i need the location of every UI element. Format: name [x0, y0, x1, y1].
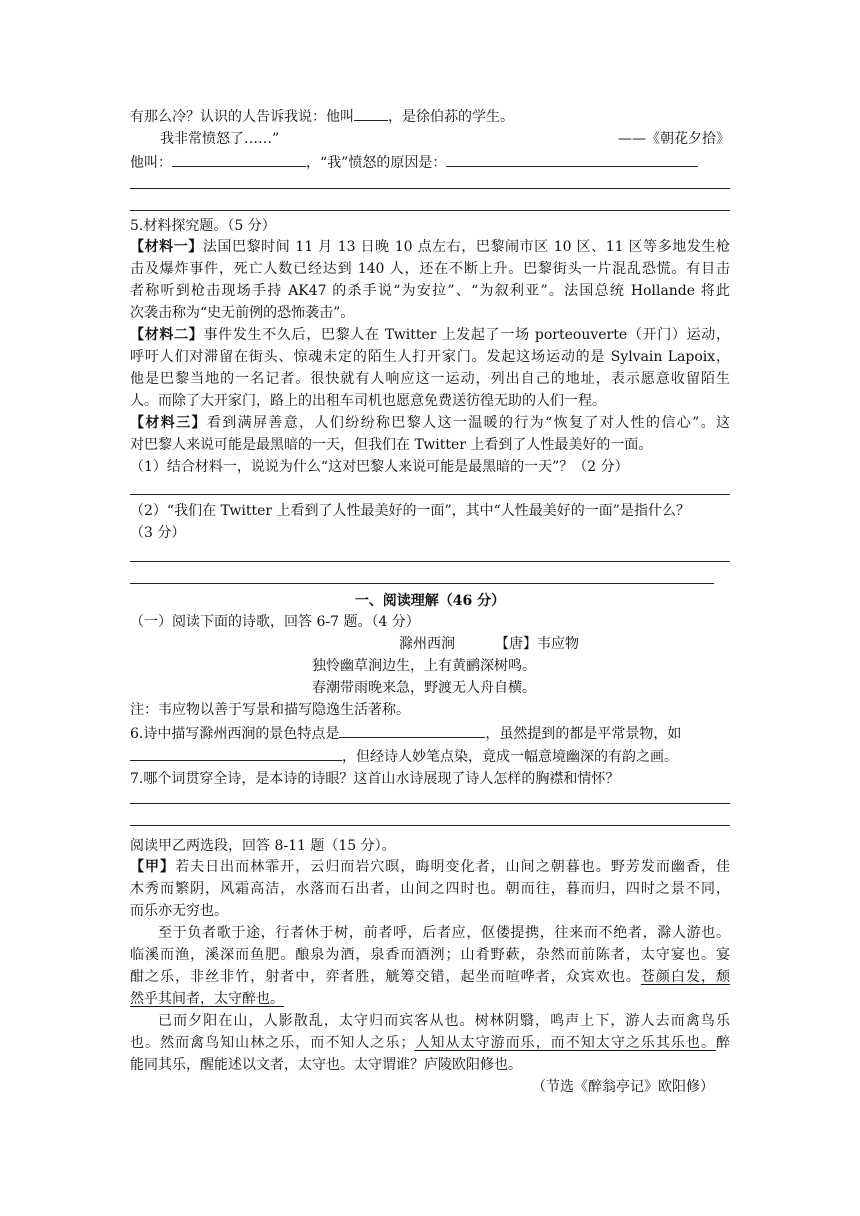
- text: 6.诗中描写滁州西涧的景色特点是: [130, 726, 340, 742]
- m2-line: [130, 325, 730, 345]
- text: 法国巴黎时间 11 月 13 日晚 10 点左右，巴黎闹市区 10 区、11 区等多地发生枪: [202, 239, 730, 255]
- q5-sub2: （2）“我们在 Twitter 上看到了人性最美好的一面”，其中“人性最美好的一面”是指什么？: [130, 503, 690, 519]
- top-line-1: [130, 106, 514, 127]
- text: 有那么冷？认识的人告诉我说：他叫: [130, 109, 354, 125]
- q6-line: [130, 746, 678, 767]
- m1-line: 次袭击称为“史无前例的恐怖袭击”。: [130, 305, 355, 321]
- q5-sub1: （1）结合材料一，说说为什么“这对巴黎人来说可能是最黑暗的一天”？（2 分）: [130, 459, 629, 475]
- answer-blank[interactable]: [172, 152, 306, 167]
- m3-tag: 【材料三】: [130, 415, 207, 431]
- top-line-2: 我非常愤怒了……”: [160, 131, 280, 147]
- q6-line: [130, 723, 681, 744]
- q5-sub2: （3 分）: [130, 525, 186, 541]
- passage-line: [130, 989, 284, 1009]
- m3-line: [130, 413, 730, 433]
- poem-line: 独怜幽草涧边生，上有黄鹂深树鸣。: [312, 658, 536, 674]
- text: 也。然而禽鸟知山林之乐，而不知人之乐；: [130, 1035, 415, 1051]
- q7-line: 7.哪个词贯穿全诗，是本诗的诗眼？这首山水诗展现了诗人怎样的胸襟和情怀？: [130, 771, 620, 787]
- answer-blank[interactable]: [354, 106, 388, 121]
- answer-blank[interactable]: [339, 723, 485, 738]
- passage-line: 已而夕阳在山，人影散乱，太守归而宾客从也。树林阴翳，鸣声上下，游人去而禽鸟乐: [158, 1013, 730, 1029]
- passage-intro: 阅读甲乙两选段，回答 8-11 题（15 分）。: [130, 838, 396, 854]
- text: 事件发生不久后，巴黎人在 Twitter 上发起了一场 porteouverte（开门）运动，: [203, 327, 730, 343]
- text: 醉: [716, 1035, 731, 1051]
- passage-line: 而乐亦无穷也。: [130, 903, 228, 919]
- m2-line: 人。而除了大开家门，路上的出租车司机也愿意免费送彷徨无助的人们一程。: [130, 393, 606, 409]
- poem-title: 滁州西涧: [399, 636, 455, 652]
- m1-line: 击及爆炸事件，死亡人数已经达到 140 人，还在不断上升。巴黎街头一片混乱恐慌。有目击: [130, 261, 730, 277]
- m3-line: 对巴黎人来说可能是最黑暗的一天，但我们在 Twitter 上看到了人性最美好的一面。: [130, 437, 653, 453]
- top-line-3: [130, 152, 698, 173]
- top-line-2-source: ——《朝花夕拾》: [618, 131, 730, 147]
- answer-line[interactable]: [130, 825, 730, 826]
- m2-tag: 【材料二】: [130, 327, 204, 343]
- answer-line[interactable]: [130, 494, 730, 495]
- answer-line[interactable]: [130, 583, 714, 584]
- text: 他叫：: [130, 155, 172, 171]
- m1-line: [130, 237, 730, 257]
- underlined-sentence: 然乎其间者，太守醉也。: [130, 991, 284, 1007]
- poem-author: 【唐】韦应物: [495, 636, 579, 652]
- passage-line: [130, 967, 730, 987]
- m2-line: 他是巴黎当地的一名记者。很快就有人响应这一运动，列出自己的地址，表示愿意收留陌生: [130, 371, 730, 387]
- text: 若夫日出而林霏开，云归而岩穴暝，晦明变化者，山间之朝暮也。野芳发而幽香，佳: [175, 859, 730, 875]
- m2-line: 呼吁人们对滞留在街头、惊魂未定的陌生人打开家门。发起这场运动的是 Sylvain Lapoix，: [130, 349, 730, 365]
- jia-tag: 【甲】: [130, 859, 176, 875]
- poem-note: 注：韦应物以善于写景和描写隐逸生活著称。: [130, 702, 410, 718]
- answer-blank[interactable]: [446, 152, 698, 167]
- underlined-sentence: 人知从太守游而乐，而不知太守之乐其乐也。: [414, 1035, 717, 1051]
- section-header: 一、阅读理解（46 分）: [354, 593, 506, 609]
- poem-line: 春潮带雨晚来急，野渡无人舟自横。: [312, 680, 536, 696]
- text: ，“我”愤怒的原因是：: [306, 155, 447, 171]
- passage-line: [130, 1033, 730, 1053]
- answer-blank[interactable]: [130, 746, 342, 761]
- passage-line: [130, 857, 730, 877]
- passage-line: 能同其乐，醒能述以文者，太守也。太守谓谁？庐陵欧阳修也。: [130, 1057, 522, 1073]
- passage-source: （节选《醉翁亭记》欧阳修）: [532, 1079, 714, 1095]
- answer-line[interactable]: [130, 188, 730, 189]
- underlined-sentence: 苍颜白发，颓: [640, 969, 731, 985]
- m1-line: 者称听到枪击现场手持 AK47 的杀手说“为安拉”、“为叙利亚”。法国总统 Hollande 将此: [130, 283, 730, 299]
- poem-intro: （一）阅读下面的诗歌，回答 6-7 题。（4 分）: [130, 614, 420, 630]
- answer-line[interactable]: [130, 561, 730, 562]
- passage-line: 至于负者歌于途，行者休于树，前者呼，后者应，伛偻提携，往来而不绝者，滁人游也。: [158, 925, 730, 941]
- text: 酣之乐，非丝非竹，射者中，弈者胜，觥筹交错，起坐而喧哗者，众宾欢也。: [130, 969, 641, 985]
- text: ，但经诗人妙笔点染，竟成一幅意境幽深的有韵之画。: [342, 749, 678, 765]
- q5-title: 5.材料探究题。（5 分）: [130, 218, 276, 234]
- answer-line[interactable]: [130, 803, 730, 804]
- answer-line[interactable]: [130, 210, 730, 211]
- text: 看到满屏善意，人们纷纷称巴黎人这一温暖的行为“恢复了对人性的信心”。这: [206, 415, 731, 431]
- passage-line: 木秀而繁阴，风霜高洁，水落而石出者，山间之四时也。朝而往，暮而归，四时之景不同，: [130, 881, 730, 897]
- m1-tag: 【材料一】: [130, 239, 203, 255]
- text: ，虽然提到的都是平常景物，如: [485, 726, 682, 742]
- passage-line: 临溪而渔，溪深而鱼肥。酿泉为酒，泉香而酒洌；山肴野蔌，杂然而前陈者，太守宴也。宴: [130, 947, 730, 963]
- text: ，是徐伯荪的学生。: [388, 109, 514, 125]
